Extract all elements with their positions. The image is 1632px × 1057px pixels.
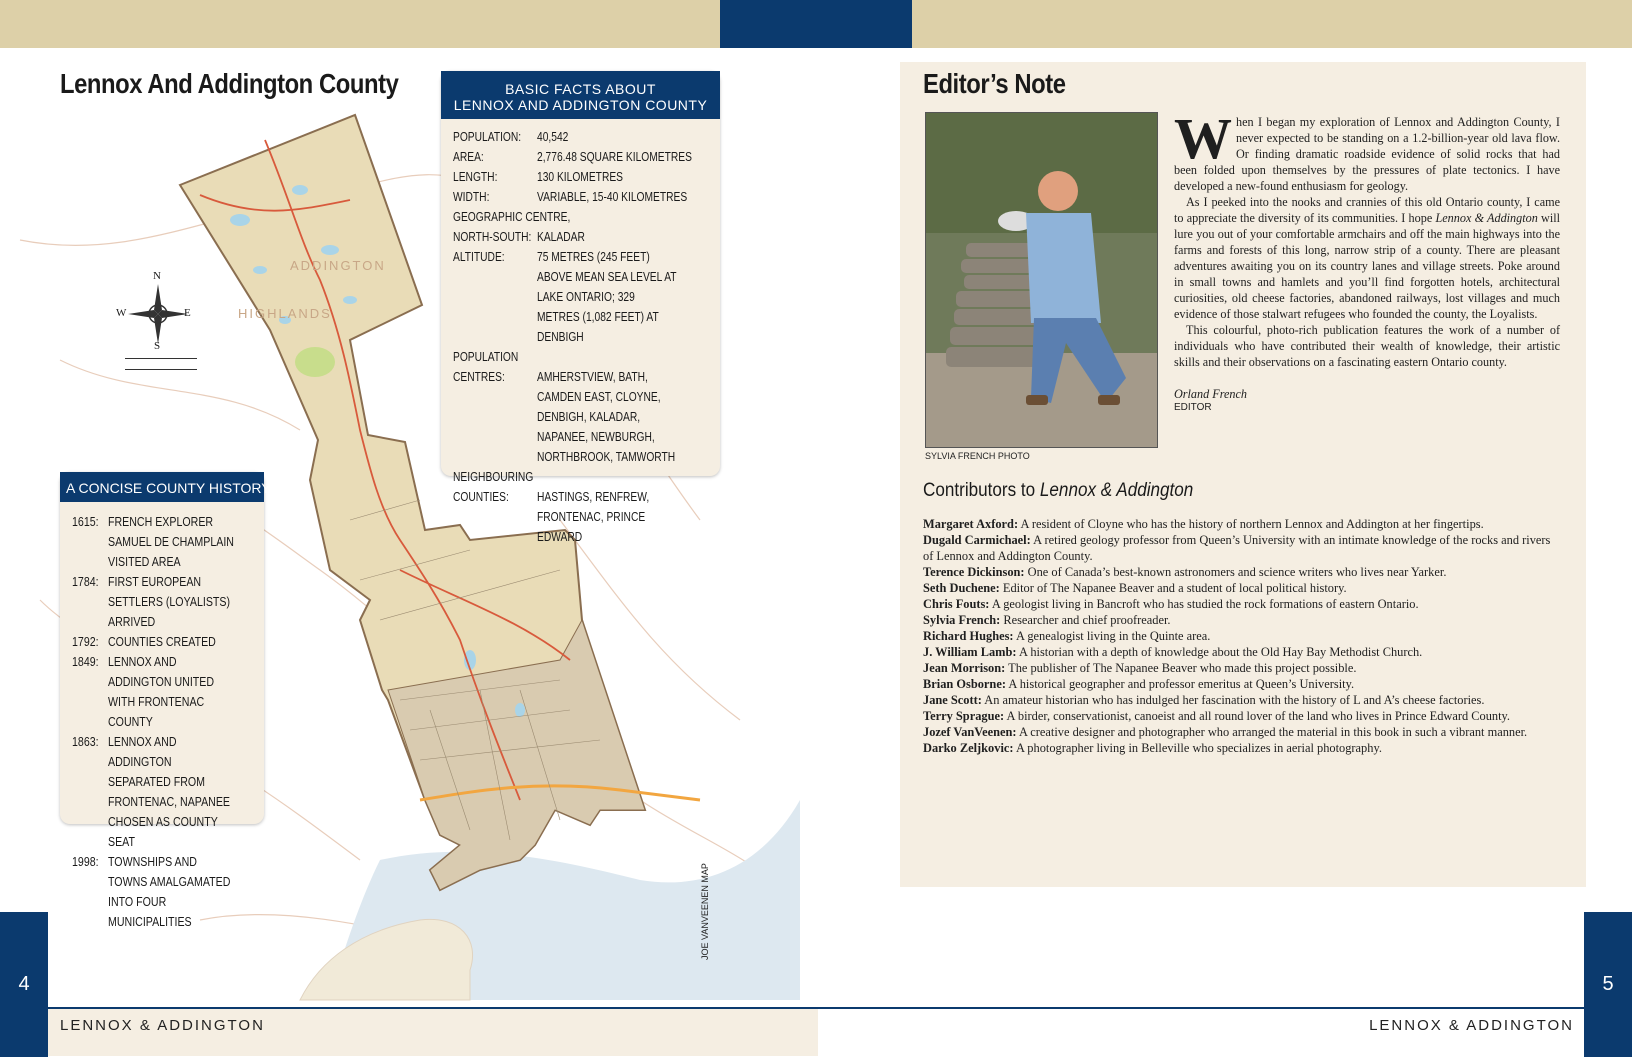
contributor-entry bbox=[923, 516, 1560, 532]
contributor-description: A geologist living in Bancroft who has studied the rock formations of eastern Ontario. bbox=[991, 597, 1419, 611]
fact-row bbox=[453, 247, 710, 347]
contributor-description: One of Canada’s best-known astronomers and science writers who lives near Yarker. bbox=[1027, 565, 1447, 579]
fact-row bbox=[453, 127, 710, 147]
history-year: 1849: bbox=[72, 655, 99, 669]
fact-key: ALTITUDE: bbox=[453, 250, 505, 264]
contributor-name: Jean Morrison: bbox=[923, 661, 1006, 675]
editor-portrait-image bbox=[926, 113, 1157, 447]
contributor-entry bbox=[923, 580, 1560, 596]
fact-value: KALADAR bbox=[537, 230, 585, 244]
contributor-name: Dugald Carmichael: bbox=[923, 533, 1031, 547]
note-paragraph-2: As I peeked into the nooks and crannies of this old Ontario county, I came to appreciate the diversity of its communities. I hope Lennox & Addington will lure you out of your comfortable armchairs and off the main highways into the farms and forests of this long, narrow strip of a county. There are pleasant adventures awaiting you on its country lanes and village streets. Poke around in small towns and hamlets and you’ll find forgotten hotels, architectural curiosities, old cheese factories, abandoned railways, lost villages and much evidence of those stalwart refugees who founded the county, the Loyalists. bbox=[1174, 195, 1561, 321]
basic-facts-box bbox=[441, 71, 720, 544]
fact-value bbox=[537, 207, 679, 227]
contributor-description: A historian with a depth of knowledge about the Old Hay Bay Methodist Church. bbox=[1018, 645, 1423, 659]
history-event bbox=[72, 572, 258, 632]
contributor-description: A historical geographer and professor emeritus at Queen’s University. bbox=[1008, 677, 1355, 691]
fact-key: POPULATION: bbox=[453, 130, 522, 144]
fact-value: 40,542 bbox=[537, 130, 569, 144]
fact-row bbox=[453, 147, 710, 167]
history-event bbox=[72, 732, 258, 852]
editor-role: EDITOR bbox=[1174, 402, 1212, 413]
fact-row bbox=[453, 467, 710, 487]
contributor-name: Jozef VanVeenen: bbox=[923, 725, 1017, 739]
history-event bbox=[72, 512, 258, 572]
contributor-description: Editor of The Napanee Beaver and a student of local political history. bbox=[1002, 581, 1347, 595]
history-year: 1792: bbox=[72, 635, 99, 649]
fact-value bbox=[537, 347, 679, 367]
contributor-description: A photographer living in Belleville who specializes in aerial photography. bbox=[1015, 741, 1382, 755]
fact-value: 130 KILOMETRES bbox=[537, 170, 624, 184]
contributor-entry bbox=[923, 532, 1560, 564]
contributor-description: A genealogist living in the Quinte area. bbox=[1015, 629, 1211, 643]
provincial-park bbox=[295, 347, 335, 377]
footer-rule bbox=[48, 1007, 1584, 1009]
fact-value: AMHERSTVIEW, BATH, CAMDEN EAST, CLOYNE, DENBIGH, KALADAR, NAPANEE, NEWBURGH, NORTHBROOK, TAMWORTH bbox=[537, 370, 676, 464]
contributor-name: Jane Scott: bbox=[923, 693, 982, 707]
top-band-right bbox=[912, 0, 1632, 48]
contributor-entry bbox=[923, 708, 1560, 724]
contributor-name: Terence Dickinson: bbox=[923, 565, 1025, 579]
compass-rose bbox=[116, 270, 198, 354]
history-year: 1998: bbox=[72, 855, 99, 869]
county-history-box bbox=[60, 472, 271, 929]
contributor-entry bbox=[923, 660, 1560, 676]
contributor-entry bbox=[923, 644, 1560, 660]
page-number-right: 5 bbox=[1584, 912, 1632, 1057]
history-year: 1615: bbox=[72, 515, 99, 529]
fact-value: HASTINGS, RENFREW, FRONTENAC, PRINCE EDWARD bbox=[537, 490, 650, 544]
history-year: 1784: bbox=[72, 575, 99, 589]
fact-key: AREA: bbox=[453, 150, 484, 164]
page-number-left: 4 bbox=[0, 912, 48, 1057]
fact-row bbox=[453, 207, 710, 227]
fact-value bbox=[537, 467, 679, 487]
contributor-name: Brian Osborne: bbox=[923, 677, 1006, 691]
contributor-name: Sylvia French: bbox=[923, 613, 1001, 627]
contributor-description: Researcher and chief proofreader. bbox=[1003, 613, 1171, 627]
fact-key: LENGTH: bbox=[453, 170, 498, 184]
fact-value: 2,776.48 SQUARE KILOMETRES bbox=[537, 150, 692, 164]
contributor-description: A birder, conservationist, canoeist and all round lover of the land who lives in Prince Edward County. bbox=[1006, 709, 1511, 723]
history-text: LENNOX AND ADDINGTON UNITED WITH FRONTENAC COUNTY bbox=[108, 655, 215, 729]
map-label-highlands: HIGHLANDS bbox=[238, 306, 332, 321]
fact-key: NORTH-SOUTH: bbox=[453, 230, 532, 244]
left-page-title: Lennox And Addington County bbox=[60, 68, 399, 99]
fact-key: WIDTH: bbox=[453, 190, 490, 204]
contributor-entry bbox=[923, 692, 1560, 708]
history-year: 1863: bbox=[72, 735, 99, 749]
footer-right: LENNOX & ADDINGTON bbox=[1369, 1017, 1574, 1034]
contributor-name: J. William Lamb: bbox=[923, 645, 1017, 659]
top-band-left bbox=[0, 0, 720, 48]
note-paragraph-3: This colourful, photo-rich publication features the work of a number of individuals who have contributed their wealth of knowledge, their artistic skills and their observations on a fascinating eastern Ontario county. bbox=[1174, 323, 1560, 369]
fact-row bbox=[453, 227, 710, 247]
editor-signature: Orland French bbox=[1174, 387, 1247, 401]
contributor-entry bbox=[923, 564, 1560, 580]
fact-key: GEOGRAPHIC CENTRE, bbox=[453, 210, 571, 224]
history-text: LENNOX AND ADDINGTON SEPARATED FROM FRONTENAC, NAPANEE CHOSEN AS COUNTY SEAT bbox=[108, 735, 231, 849]
contributor-description: A resident of Cloyne who has the history of northern Lennox and Addington at her fingertips. bbox=[1020, 517, 1484, 531]
editor-note-text bbox=[1174, 106, 1561, 414]
fact-row bbox=[453, 347, 710, 367]
contributor-description: A creative designer and photographer who arranged the material in this book in such a vibrant manner. bbox=[1018, 725, 1528, 739]
map-scale-bar bbox=[125, 358, 197, 370]
contributor-description: An amateur historian who has indulged her fascination with the history of L and A’s cheese factories. bbox=[984, 693, 1485, 707]
prince-edward-area bbox=[300, 919, 473, 1000]
contributor-name: Seth Duchene: bbox=[923, 581, 1000, 595]
note-paragraph-1: When I began my exploration of Lennox and Addington County, I never expected to be standing on a 1.2-billion-year old lava flow. Or finding dramatic roadside evidence of solid rocks that had been folded upon themselves by the pressures of plate tectonics. I have developed a new-found enthusiasm for geology. bbox=[1174, 106, 1560, 193]
fact-key: CENTRES: bbox=[453, 370, 505, 384]
history-event bbox=[72, 852, 258, 932]
contributor-name: Chris Fouts: bbox=[923, 597, 990, 611]
fact-value: VARIABLE, 15-40 KILOMETRES bbox=[537, 190, 688, 204]
footer-left: LENNOX & ADDINGTON bbox=[60, 1017, 265, 1034]
fact-key: COUNTIES: bbox=[453, 490, 509, 504]
right-page-title: Editor’s Note bbox=[923, 68, 1066, 99]
history-list bbox=[60, 502, 264, 932]
fact-row bbox=[453, 167, 710, 187]
contributors-title: Contributors to Lennox & Addington bbox=[923, 480, 1194, 501]
fact-key: NEIGHBOURING bbox=[453, 470, 534, 484]
basic-facts-list bbox=[441, 119, 720, 547]
photo-caption: SYLVIA FRENCH PHOTO bbox=[925, 451, 1030, 461]
contributor-name: Darko Zeljkovic: bbox=[923, 741, 1014, 755]
fact-row bbox=[453, 367, 710, 467]
fact-value: 75 METRES (245 FEET) ABOVE MEAN SEA LEVEL AT LAKE ONTARIO; 329 METRES (1,082 FEET) AT DENBIGH bbox=[537, 250, 677, 344]
editor-photo bbox=[925, 112, 1158, 448]
map-credit: JOE VANVEENEN MAP bbox=[700, 863, 710, 960]
contributor-entry bbox=[923, 596, 1560, 612]
contributor-description: A retired geology professor from Queen’s University with an intimate knowledge of the rocks and rivers of Lennox and Addington County. bbox=[923, 533, 1551, 563]
contributor-entry bbox=[923, 740, 1560, 756]
contributor-name: Margaret Axford: bbox=[923, 517, 1019, 531]
contributors-list bbox=[923, 516, 1560, 756]
contributor-entry bbox=[923, 676, 1560, 692]
history-text: TOWNSHIPS AND TOWNS AMALGAMATED INTO FOUR MUNICIPALITIES bbox=[108, 855, 231, 929]
history-event bbox=[72, 632, 258, 652]
top-band-center bbox=[720, 0, 912, 48]
fact-row bbox=[453, 487, 710, 547]
drop-cap: W bbox=[1174, 106, 1232, 171]
basic-facts-heading: BASIC FACTS ABOUT LENNOX AND ADDINGTON COUNTY bbox=[441, 71, 720, 119]
contributor-name: Terry Sprague: bbox=[923, 709, 1005, 723]
fact-row bbox=[453, 187, 710, 207]
history-text: FRENCH EXPLORER SAMUEL DE CHAMPLAIN VISITED AREA bbox=[108, 515, 234, 569]
compass-west: W bbox=[116, 307, 127, 319]
compass-south: S bbox=[154, 340, 161, 352]
history-text: COUNTIES CREATED bbox=[108, 635, 216, 649]
compass-east: E bbox=[184, 307, 191, 319]
history-event bbox=[72, 652, 258, 732]
fact-key: POPULATION bbox=[453, 350, 519, 364]
contributor-entry bbox=[923, 724, 1560, 740]
contributor-entry bbox=[923, 628, 1560, 644]
contributor-description: The publisher of The Napanee Beaver who made this project possible. bbox=[1008, 661, 1357, 675]
map-label-addington: ADDINGTON bbox=[290, 258, 386, 273]
compass-north: N bbox=[153, 270, 161, 282]
history-text: FIRST EUROPEAN SETTLERS (LOYALISTS) ARRIVED bbox=[108, 575, 231, 629]
history-heading: A CONCISE COUNTY HISTORY bbox=[60, 472, 264, 502]
contributor-name: Richard Hughes: bbox=[923, 629, 1014, 643]
contributor-entry bbox=[923, 612, 1560, 628]
